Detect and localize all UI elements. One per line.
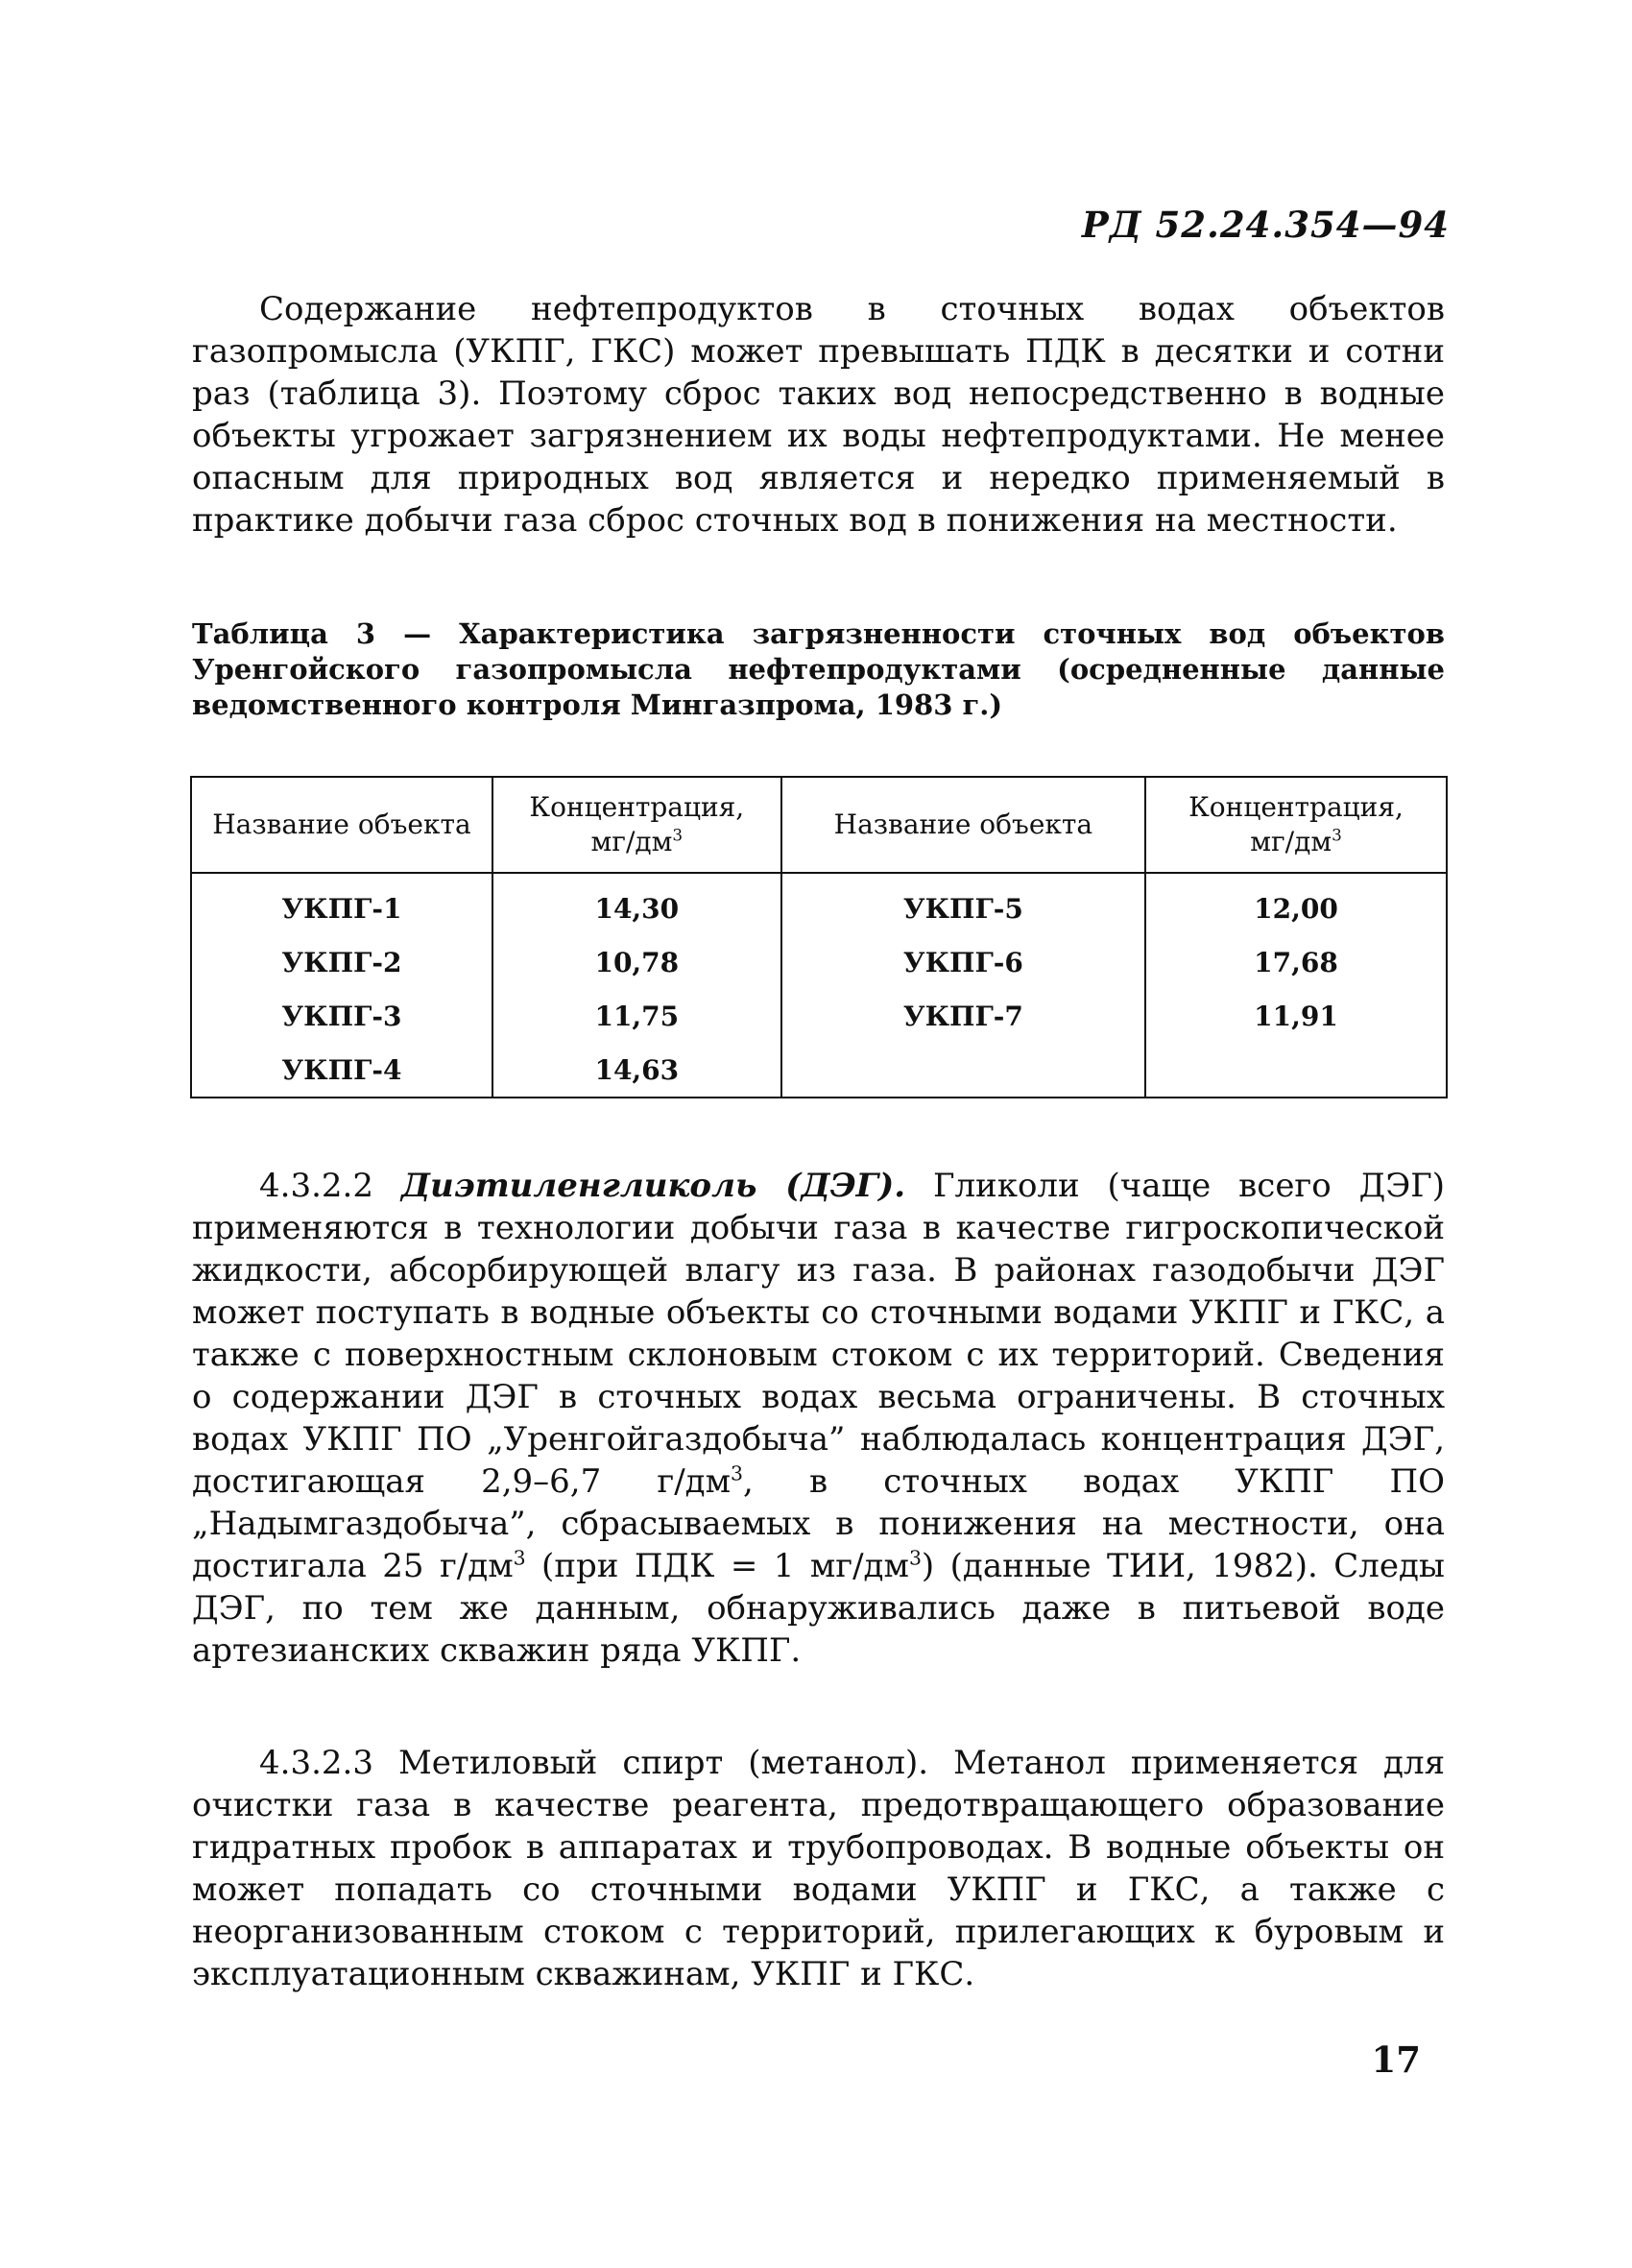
table-cell: 14,63 xyxy=(492,1043,781,1098)
page-number: 17 xyxy=(1371,2039,1421,2081)
section-deg-title: Диэтиленгликоль (ДЭГ). xyxy=(400,1167,906,1205)
table-cell: 11,91 xyxy=(1145,989,1447,1043)
section-methanol-title: Метиловый спирт (метанол). xyxy=(397,1744,929,1782)
table-cell: УКПГ-1 xyxy=(191,873,492,935)
section-deg-number: 4.3.2.2 xyxy=(259,1167,373,1205)
table-header-row xyxy=(191,777,1447,873)
intro-paragraph: Содержание нефтепродуктов в сточных водах объектов газопромысла (УКПГ, ГКС) может превышать ПДК в десятки и сотни раз (таблица 3). Поэтому сброс таких вод непосредственно в водные объекты угрожает загрязнением их воды нефтепродуктами. Не менее опасным для природных вод является и нередко применяемый в практике добычи газа сброс сточных вод в понижения на местности. xyxy=(192,290,1445,540)
table-cell: УКПГ-7 xyxy=(781,989,1145,1043)
table-row xyxy=(191,1043,1447,1098)
section-deg-paragraph: 4.3.2.2 Диэтиленгликоль (ДЭГ). Гликоли (чаще всего ДЭГ) применяются в технологии добычи газа в качестве гигроскопической жидкости, абсорбирующей влагу из газа. В районах газодобычи ДЭГ может поступать в водные объекты со сточными водами УКПГ и ГКС, а также с поверхностным склоновым стоком с их территорий. Сведения о содержании ДЭГ в сточных водах весьма ограничены. В сточных водах УКПГ ПО „Уренгойгаздобыча” наблюдалась концентрация ДЭГ, достигающая 2,9–6,7 $г/дм^3$, в сточных водах УКПГ ПО „Надымгаздобыча”, сбрасываемых в понижения на местности, она достигала 25 $г/дм^3$ (при ПДК = 1 $мг/дм^3$) (данные ТИИ, 1982). Следы ДЭГ, по тем же данным, обнаруживались даже в питьевой воде артезианских скважин ряда УКПГ. xyxy=(192,1167,1446,1670)
table-cell: УКПГ-3 xyxy=(191,989,492,1043)
table-cell xyxy=(1145,1043,1447,1098)
table-cell: 14,30 xyxy=(492,873,781,935)
header-concentration-1: Концентрация, $мг/дм^3$ xyxy=(492,777,781,873)
table-cell: УКПГ-4 xyxy=(191,1043,492,1098)
table-cell: 12,00 xyxy=(1145,873,1447,935)
header-object-name-2: Название объекта xyxy=(781,777,1145,873)
table-cell: УКПГ-5 xyxy=(781,873,1145,935)
table-cell: 11,75 xyxy=(492,989,781,1043)
table-cell: 10,78 xyxy=(492,935,781,989)
table-cell: 17,68 xyxy=(1145,935,1447,989)
table-row xyxy=(191,935,1447,989)
table-cell: УКПГ-6 xyxy=(781,935,1145,989)
section-methanol-paragraph: 4.3.2.3 Метиловый спирт (метанол). Метанол применяется для очистки газа в качестве реагента, предотвращающего образование гидратных пробок в аппаратах и трубопроводах. В водные объекты он может попадать со сточными водами УКПГ и ГКС, а также с неорганизованным стоком с территорий, прилегающих к буровым и эксплуатационным скважинам, УКПГ и ГКС. xyxy=(192,1744,1446,1993)
header-concentration-2: Концентрация, $мг/дм^3$ xyxy=(1145,777,1447,873)
table-row xyxy=(191,873,1447,935)
table-caption: Таблица 3 — Характеристика загрязненности сточных вод объектов Уренгойского газопромысла нефтепродуктами (осредненные данные ведомственного контроля Мингазпрома, 1983 г.) xyxy=(192,617,1445,721)
document-code: РД 52.24.354—94 xyxy=(1081,204,1450,246)
section-methanol-number: 4.3.2.3 xyxy=(259,1744,373,1782)
header-object-name-1: Название объекта xyxy=(191,777,492,873)
contamination-table xyxy=(190,776,1448,1098)
table-row xyxy=(191,989,1447,1043)
table-cell: УКПГ-2 xyxy=(191,935,492,989)
table-cell xyxy=(781,1043,1145,1098)
